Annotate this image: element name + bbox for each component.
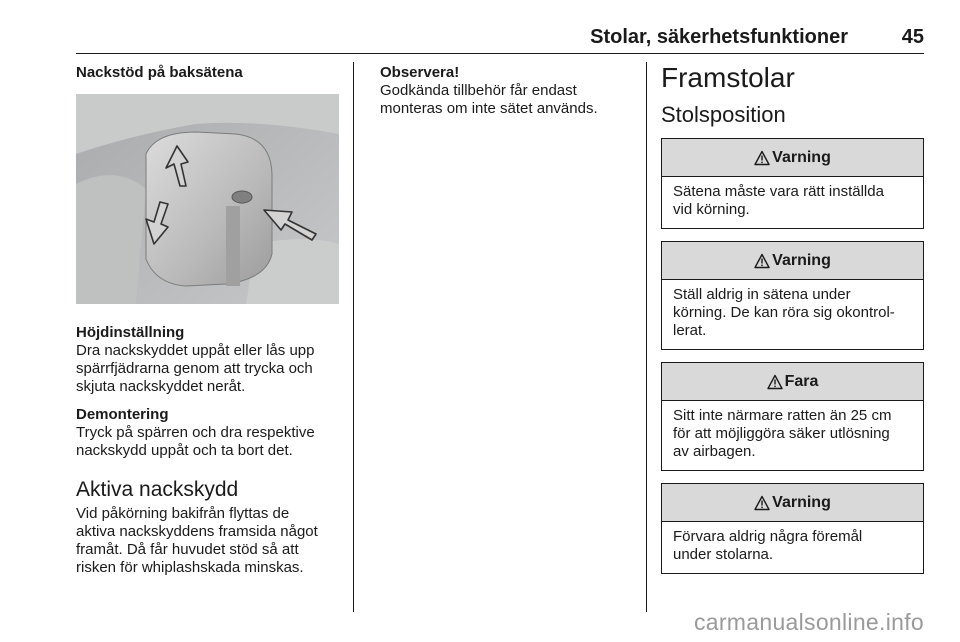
warning-box-header xyxy=(662,484,923,522)
danger-box-header xyxy=(662,363,923,401)
warning-box xyxy=(661,241,924,350)
active-line: framåt. Då får huvudet stöd så att xyxy=(76,541,299,558)
removal-title: Demontering xyxy=(76,406,169,423)
warning-box-body xyxy=(662,280,923,349)
note-line: Godkända tillbehör får endast xyxy=(380,82,577,99)
removal-block xyxy=(76,406,342,460)
page-header-title: Stolar, säkerhetsfunktioner xyxy=(590,26,848,48)
active-headrests-text xyxy=(76,505,342,577)
height-adjust-title: Höjdinställning xyxy=(76,324,185,341)
active-line: aktiva nackskyddens framsida något xyxy=(76,523,318,540)
warning-triangle-icon xyxy=(754,150,770,166)
column-divider-1 xyxy=(353,62,354,612)
column-divider-2 xyxy=(646,62,647,612)
front-seats-heading: Framstolar xyxy=(661,62,795,93)
watermark: carmanualsonline.info xyxy=(693,609,924,635)
danger-line: Sitt inte närmare ratten än 25 cm xyxy=(673,407,892,424)
warning-line: körning. De kan röra sig okontrol- xyxy=(673,304,895,321)
warning-line: Förvara aldrig några föremål xyxy=(673,528,863,545)
column-right xyxy=(661,62,924,586)
header-rule xyxy=(76,53,924,54)
warning-box xyxy=(661,138,924,229)
headrest-figure xyxy=(76,94,339,304)
warning-triangle-icon xyxy=(754,495,770,511)
warning-box-title: Varning xyxy=(772,148,831,166)
warning-box-body xyxy=(662,522,923,573)
headrest-illustration xyxy=(76,94,339,304)
note-line: monteras om inte sätet används. xyxy=(380,100,598,117)
warning-box-header xyxy=(662,242,923,280)
active-headrests-heading: Aktiva nackskydd xyxy=(76,478,239,501)
height-adjust-block xyxy=(76,324,342,396)
danger-box xyxy=(661,362,924,471)
warning-box-title: Varning xyxy=(772,251,831,269)
section-title-rear-headrests: Nackstöd på baksätena xyxy=(76,64,243,81)
danger-box-body xyxy=(662,401,923,470)
removal-line: Tryck på spärren och dra respektive xyxy=(76,424,315,441)
warning-line: vid körning. xyxy=(673,201,750,218)
warning-box-body xyxy=(662,177,923,228)
warning-line: Sätena måste vara rätt inställda xyxy=(673,183,884,200)
warning-box xyxy=(661,483,924,574)
warning-line: under stolarna. xyxy=(673,546,774,563)
removal-line: nackskydd uppåt och ta bort det. xyxy=(76,442,293,459)
active-line: Vid påkörning bakifrån flyttas de xyxy=(76,505,290,522)
seat-position-heading: Stolsposition xyxy=(661,102,786,127)
warning-line: Ställ aldrig in sätena under xyxy=(673,286,851,303)
active-line: risken för whiplashskada minskas. xyxy=(76,559,304,576)
warning-triangle-icon xyxy=(767,374,783,390)
height-adjust-line: spärrfjädrarna genom att trycka och xyxy=(76,360,313,377)
column-left xyxy=(76,64,342,577)
column-middle xyxy=(380,64,636,118)
height-adjust-line: skjuta nackskyddet neråt. xyxy=(76,378,246,395)
warning-triangle-icon xyxy=(754,253,770,269)
page-header xyxy=(76,26,924,50)
warning-box-header xyxy=(662,139,923,177)
danger-box-title: Fara xyxy=(784,372,819,390)
page-number: 45 xyxy=(901,26,924,48)
height-adjust-line: Dra nackskyddet uppåt eller lås upp xyxy=(76,342,315,359)
danger-line: för att möjliggöra säker utlösning xyxy=(673,425,890,442)
warning-box-title: Varning xyxy=(772,493,831,511)
note-title: Observera! xyxy=(380,64,460,81)
warning-line: lerat. xyxy=(673,322,707,339)
danger-line: av airbagen. xyxy=(673,443,756,460)
